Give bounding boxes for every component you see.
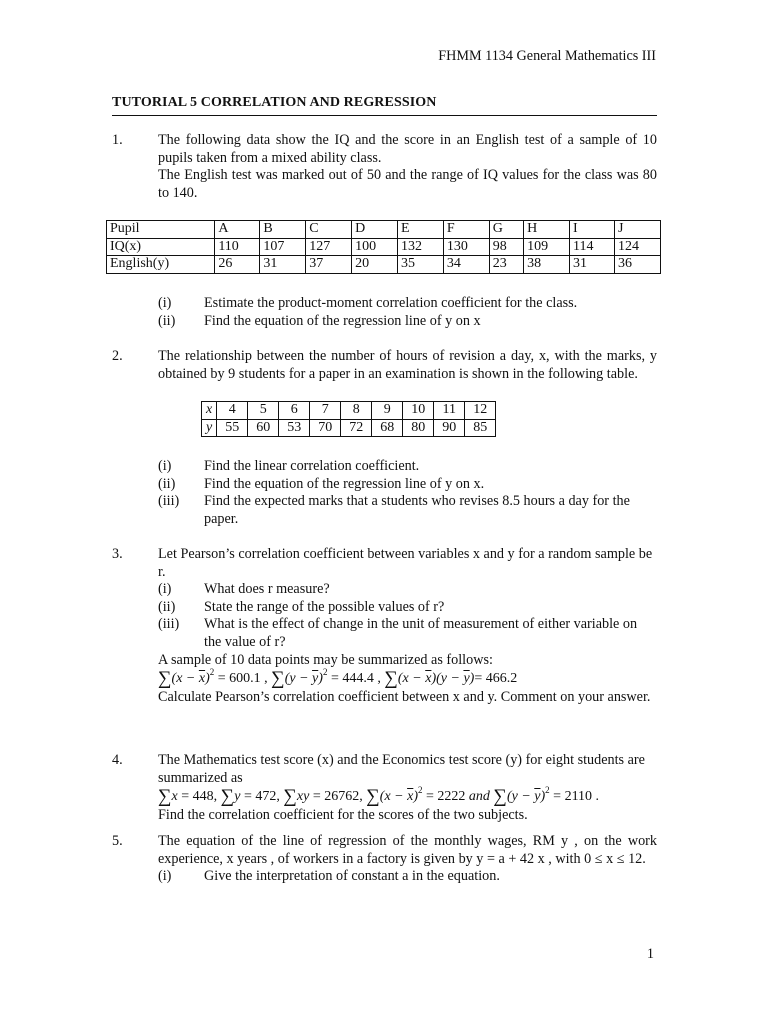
sub-text: State the range of the possible values of r? bbox=[204, 598, 445, 615]
table-cell: 6 bbox=[279, 402, 310, 420]
page-number: 1 bbox=[646, 946, 654, 962]
table-cell: 98 bbox=[489, 238, 523, 256]
question-3 bbox=[112, 546, 657, 706]
course-header: FHMM 1134 General Mathematics III bbox=[438, 48, 656, 64]
hours-marks-table bbox=[201, 401, 496, 437]
sub-text: Find the equation of the regression line of y on x. bbox=[204, 475, 485, 492]
table-cell: 8 bbox=[341, 402, 372, 420]
table-cell: 72 bbox=[341, 419, 372, 437]
sub-number: (i) bbox=[158, 295, 172, 311]
syy-value: = 444.4 bbox=[330, 671, 374, 687]
row-label: English(y) bbox=[107, 256, 215, 274]
sub-text: Find the linear correlation coefficient. bbox=[204, 458, 420, 474]
table-cell: 100 bbox=[352, 238, 398, 256]
sub-text: Estimate the product-moment correlation coefficient for the class. bbox=[204, 295, 578, 311]
summary-intro: A sample of 10 data points may be summarized as follows: bbox=[158, 651, 493, 668]
sub-question bbox=[158, 581, 657, 599]
table-cell: 7 bbox=[310, 402, 341, 420]
table-cell: 37 bbox=[306, 256, 352, 274]
question-number: 5. bbox=[112, 833, 123, 849]
sub-number: (ii) bbox=[158, 475, 176, 492]
question-2 bbox=[112, 348, 657, 383]
table-cell: D bbox=[352, 221, 398, 239]
sxx-value: = 2222 bbox=[426, 789, 466, 805]
table-cell: 107 bbox=[260, 238, 306, 256]
sub-text: Give the interpretation of constant a in the equation. bbox=[204, 868, 500, 885]
sum-x-value: = 448, bbox=[181, 789, 218, 805]
sxy-value: = 466.2 bbox=[474, 671, 518, 687]
table-cell: 55 bbox=[217, 419, 248, 437]
question-1-parts bbox=[112, 295, 657, 330]
question-1 bbox=[112, 132, 657, 202]
sub-number: (i) bbox=[158, 868, 172, 885]
table-cell: 4 bbox=[217, 402, 248, 420]
table-cell: B bbox=[260, 221, 306, 239]
table-cell: 132 bbox=[397, 238, 443, 256]
sub-text: What is the effect of change in the unit of measurement of either variable on the value of r? bbox=[204, 616, 638, 650]
sub-question bbox=[158, 295, 657, 313]
row-label: IQ(x) bbox=[107, 238, 215, 256]
table-cell: H bbox=[524, 221, 570, 239]
question-text: The English test was marked out of 50 and the range of IQ values for the class was 80 to 140. bbox=[158, 167, 657, 201]
table-cell: 34 bbox=[443, 256, 489, 274]
table-cell: E bbox=[397, 221, 443, 239]
sub-text: Find the equation of the regression line of y on x bbox=[204, 312, 481, 329]
question-4 bbox=[112, 752, 657, 824]
table-cell: 35 bbox=[397, 256, 443, 274]
table-cell: J bbox=[615, 221, 661, 239]
table-cell: 38 bbox=[524, 256, 570, 274]
table-cell: 5 bbox=[248, 402, 279, 420]
sub-question bbox=[158, 458, 657, 476]
question-5 bbox=[112, 833, 657, 886]
sub-number: (i) bbox=[158, 458, 172, 474]
question-text: The equation of the line of regression of the monthly wages, RM y , on the work experience, x years , of workers in a factory is given by y = a + 42 x , with 0 ≤ x ≤ 12. bbox=[158, 833, 657, 867]
sub-number: (iii) bbox=[158, 493, 180, 510]
and-word: and bbox=[468, 789, 490, 805]
page-title: TUTORIAL 5 CORRELATION AND REGRESSION bbox=[112, 94, 657, 116]
sub-question bbox=[158, 616, 657, 651]
question-text: Let Pearson’s correlation coefficient between variables x and y for a random sample be r. bbox=[158, 546, 653, 580]
question-text: The Mathematics test score (x) and the Economics test score (y) for eight students are summarized as bbox=[158, 752, 645, 786]
question-number: 3. bbox=[112, 546, 123, 562]
sub-number: (iii) bbox=[158, 616, 180, 633]
sub-question bbox=[158, 476, 657, 494]
table-cell: 80 bbox=[403, 419, 434, 437]
table-cell: 85 bbox=[465, 419, 496, 437]
sum-xy-value: = 26762, bbox=[312, 789, 363, 805]
table-cell: 11 bbox=[434, 402, 465, 420]
table-cell: 68 bbox=[372, 419, 403, 437]
question-text: The following data show the IQ and the score in an English test of a sample of 10 pupils taken from a mixed ability class. bbox=[158, 132, 657, 166]
table-cell: F bbox=[443, 221, 489, 239]
sub-text: Find the expected marks that a students who revises 8.5 hours a day for the paper. bbox=[204, 493, 630, 527]
question-number: 2. bbox=[112, 348, 123, 364]
question-number: 1. bbox=[112, 132, 123, 148]
row-label: y bbox=[202, 419, 217, 437]
question-text: Find the correlation coefficient for the scores of the two subjects. bbox=[158, 806, 528, 823]
table-cell: 23 bbox=[489, 256, 523, 274]
table-row bbox=[202, 419, 496, 437]
table-cell: 60 bbox=[248, 419, 279, 437]
question-number: 4. bbox=[112, 752, 123, 768]
table-cell: I bbox=[570, 221, 615, 239]
syy-value: = 2110 . bbox=[553, 789, 600, 805]
table-cell: 12 bbox=[465, 402, 496, 420]
row-label: x bbox=[202, 402, 217, 420]
table-cell: 20 bbox=[352, 256, 398, 274]
table-row bbox=[107, 238, 661, 256]
question-2-parts bbox=[112, 458, 657, 528]
table-cell: 114 bbox=[570, 238, 615, 256]
table-cell: 127 bbox=[306, 238, 352, 256]
table-row bbox=[202, 402, 496, 420]
table-cell: 9 bbox=[372, 402, 403, 420]
table-cell: A bbox=[215, 221, 260, 239]
sub-question bbox=[158, 493, 657, 528]
table-cell: G bbox=[489, 221, 523, 239]
sub-number: (ii) bbox=[158, 598, 176, 615]
sxx-value: = 600.1 bbox=[217, 671, 261, 687]
summary-formula: $\sum(x - \overline{x})^2 = 600.1$ , $\sum(y - \overline{y})^2 = 444.4$ , $\sum(x - \overline{x})(y - \overline{y})= 466.2$ bbox=[158, 667, 518, 690]
sub-number: (i) bbox=[158, 581, 172, 598]
sub-question bbox=[158, 868, 657, 886]
question-text: The relationship between the number of hours of revision a day, x, with the marks, y obtained by 9 students for a paper in an examination is shown in the following table. bbox=[158, 348, 657, 382]
row-label: Pupil bbox=[107, 221, 215, 239]
sub-text: What does r measure? bbox=[204, 581, 330, 598]
sub-question bbox=[158, 599, 657, 617]
question-text: Calculate Pearson’s correlation coefficient between x and y. Comment on your answer. bbox=[158, 688, 651, 705]
sum-y-value: = 472, bbox=[243, 789, 280, 805]
table-cell: 124 bbox=[615, 238, 661, 256]
table-cell: 31 bbox=[570, 256, 615, 274]
table-cell: 26 bbox=[215, 256, 260, 274]
table-cell: 110 bbox=[215, 238, 260, 256]
sub-question bbox=[158, 313, 657, 331]
table-cell: 90 bbox=[434, 419, 465, 437]
table-cell: 130 bbox=[443, 238, 489, 256]
summary-formula: ∑x = 448, ∑y = 472, ∑xy = 26762, $\sum(x - \overline{x})^2 = 2222$ and $\sum(y - \overline{y})^2 = 2110$ . bbox=[158, 785, 600, 808]
sub-number: (ii) bbox=[158, 312, 176, 329]
table-cell: 31 bbox=[260, 256, 306, 274]
table-cell: 36 bbox=[615, 256, 661, 274]
table-cell: 10 bbox=[403, 402, 434, 420]
table-row bbox=[107, 256, 661, 274]
table-cell: C bbox=[306, 221, 352, 239]
table-cell: 70 bbox=[310, 419, 341, 437]
table-row bbox=[107, 221, 661, 239]
table-cell: 53 bbox=[279, 419, 310, 437]
iq-english-table bbox=[106, 220, 661, 274]
table-cell: 109 bbox=[524, 238, 570, 256]
